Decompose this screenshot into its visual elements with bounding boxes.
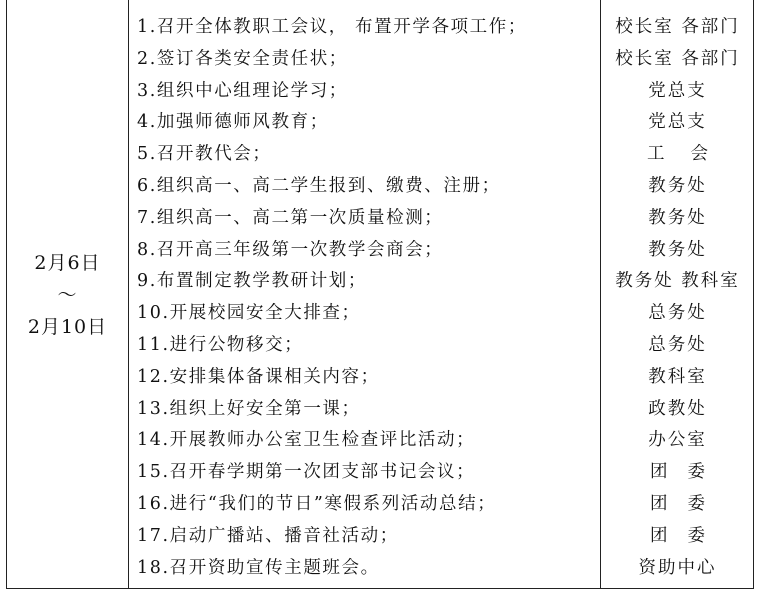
task-item: 4.加强师德师风教育； [137, 112, 329, 133]
task-item: 1.召开全体教职工会议， 布置开学各项工作； [137, 17, 527, 37]
department-cell: 团委 [650, 462, 725, 483]
department-cell: 资助中心 [638, 557, 717, 578]
task-item: 2.签订各类安全责任状； [137, 48, 348, 69]
department-cell: 团委 [650, 493, 725, 514]
task-list [137, 12, 599, 584]
task-item: 17.启动广播站、播音社活动； [137, 525, 399, 546]
department-list [601, 12, 754, 584]
date-start: 2月6日 [34, 251, 101, 274]
task-item: 12.安排集体备课相关内容； [137, 366, 380, 387]
task-item: 14.开展教师办公室卫生检查评比活动； [137, 430, 476, 451]
task-item: 5.召开教代会； [137, 144, 272, 165]
department-cell: 党总支 [648, 80, 707, 101]
department-cell: 教务处 [648, 207, 707, 228]
department-cell: 团委 [650, 525, 725, 546]
task-item: 6.组织高一、高二学生报到、缴费、注册； [137, 175, 501, 196]
task-item: 13.组织上好安全第一课； [137, 398, 361, 419]
department-cell: 教务处 教科室 [615, 271, 740, 292]
task-item: 9.布置制定教学教研计划； [137, 271, 367, 292]
column-divider-date [128, 0, 129, 589]
department-cell: 校长室 各部门 [615, 17, 740, 37]
department-cell: 教科室 [648, 366, 707, 387]
task-item: 11.进行公物移交； [137, 334, 304, 355]
task-item: 16.进行“我们的节日”寒假系列活动总结； [137, 493, 497, 514]
task-item: 3.组织中心组理论学习； [137, 80, 348, 101]
department-cell: 办公室 [648, 430, 707, 451]
date-separator: ～ [57, 283, 78, 306]
task-item: 7.组织高一、高二第一次质量检测； [137, 207, 444, 228]
department-cell: 教务处 [648, 175, 707, 196]
task-item: 15.召开春学期第一次团支部书记会议； [137, 462, 476, 483]
department-cell: 政教处 [648, 398, 707, 419]
date-end: 2月10日 [27, 315, 108, 338]
department-cell: 总务处 [648, 334, 707, 355]
department-cell: 工会 [647, 144, 734, 165]
task-item: 10.开展校园安全大排查； [137, 303, 361, 324]
date-cell [7, 0, 128, 589]
department-cell: 教务处 [648, 239, 707, 260]
task-item: 8.召开高三年级第一次教学会商会； [137, 239, 444, 260]
department-cell: 党总支 [648, 112, 707, 133]
department-cell: 校长室 各部门 [615, 48, 740, 69]
department-cell: 总务处 [648, 303, 707, 324]
task-item: 18.召开资助宣传主题班会。 [137, 557, 380, 578]
